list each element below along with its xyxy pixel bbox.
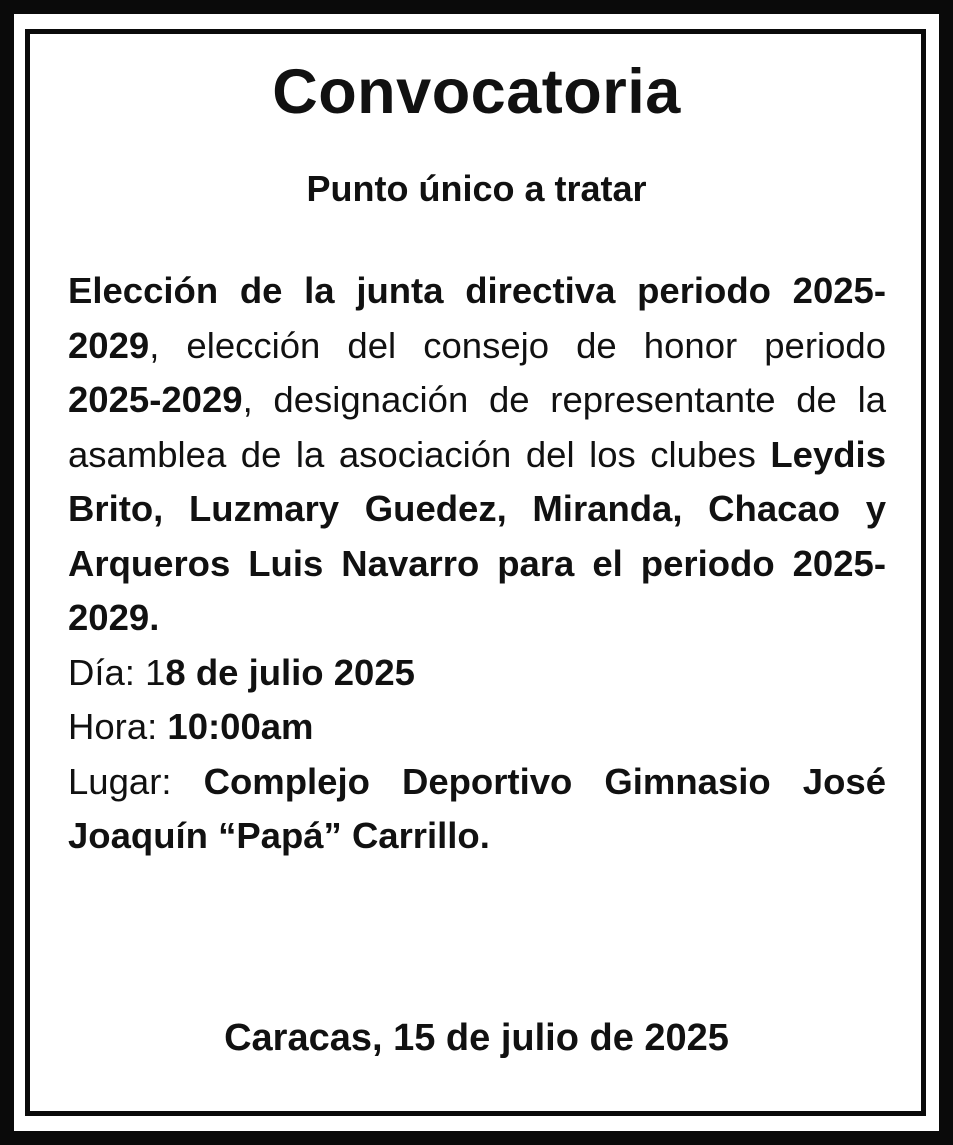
meeting-place-label: Lugar:	[68, 760, 204, 802]
meeting-day-value: 8 de julio 2025	[165, 651, 415, 693]
agenda-paragraph	[68, 264, 886, 646]
notice-subtitle: Punto único a tratar	[306, 168, 647, 209]
meeting-time-label: Hora:	[68, 706, 168, 747]
place-date-footer: Caracas, 15 de julio de 2025	[224, 1017, 729, 1059]
meeting-place	[68, 755, 886, 864]
meeting-time-value: 10:00am	[167, 706, 314, 747]
meeting-place-value: Complejo Deportivo Gimnasio José Joaquín “Papá” Carrillo.	[68, 760, 887, 856]
agenda-text-2: , designación de representante de la asamblea de la asociación del los clubes	[68, 379, 886, 475]
notice-body	[68, 264, 886, 864]
agenda-election-board: Elección de la junta directiva periodo 2025-2029	[68, 270, 886, 366]
meeting-day-label: Día: 1	[68, 651, 166, 693]
agenda-period: 2025-2029	[68, 379, 243, 420]
notice-title: Convocatoria	[272, 57, 681, 127]
agenda-clubs: Leydis Brito, Luzmary Guedez, Miranda, Chacao y Arqueros Luis Navarro para el periodo 2025-2029.	[68, 433, 886, 638]
meeting-day	[68, 646, 886, 701]
agenda-text-1: , elección del consejo de honor periodo	[149, 324, 886, 366]
meeting-time	[68, 700, 886, 755]
